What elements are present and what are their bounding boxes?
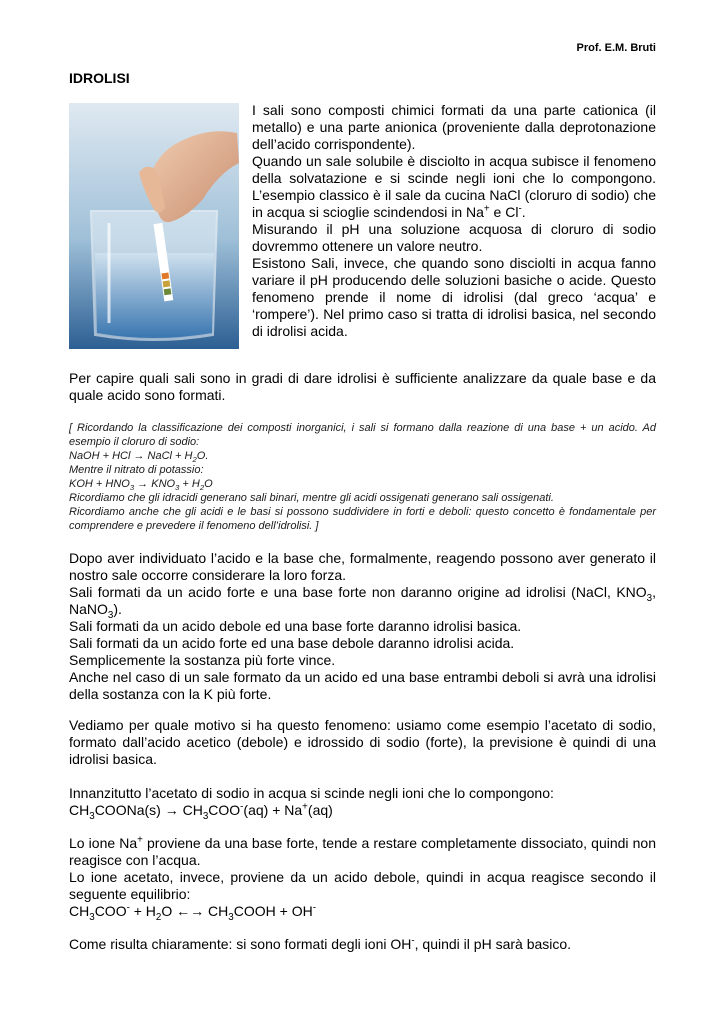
author-name: Prof. E.M. Bruti [576, 42, 656, 54]
intro-paragraph: Misurando il pH una soluzione acquosa di cloruro di sodio dovremmo ottenere un valore neutro. [252, 221, 656, 254]
paragraph-dissociation: Innanzitutto l’acetato di sodio in acqua si scinde negli ioni che lo compongono: $CH_3COONa(s) \to CH_3COO^-(aq) + Na^+(aq)$ [69, 785, 656, 819]
paragraph-analysis: Per capire quali sali sono in gradi di dare idrolisi è sufficiente analizzare da quale base e da quale acido sono formati. [69, 370, 656, 403]
page-title: IDROLISI [69, 70, 130, 86]
note-line: [ Ricordando la classificazione dei composti inorganici, i sali si formano dalla reazione di una base + un acido. Ad esempio il cloruro di sodio: [69, 422, 656, 448]
note-line: Ricordiamo che gli idracidi generano sali binari, mentre gli acidi ossigenati generano sali ossigenati. [69, 492, 554, 504]
intro-paragraph: Quando un sale solubile è disciolto in acqua subisce il fenomeno della solvatazione e si scinde negli ioni che lo compongono. L’esempio classico è il sale da cucina NaCl (cloruro di sodio) che in acqua si scioglie scindendosi in Na+ e Cl-. [252, 153, 656, 220]
intro-text [252, 102, 656, 340]
intro-paragraph: I sali sono composti chimici formati da una parte cationica (il metallo) e una parte anionica (proveniente dalla deprotonazione dell’acido corrispondente). [252, 102, 656, 152]
note-line: Ricordiamo anche che gli acidi e le basi si possono suddividere in forti e deboli: questo concetto è fondamentale per comprendere e prevedere il fenomeno dell’idrolisi. ] [69, 506, 656, 532]
paragraph-example: Vediamo per quale motivo si ha questo fenomeno: usiamo come esempio l’acetato di sodio, formato dall’acido acetico (debole) e idrossido di sodio (forte), la previsione è quindi di una idrolisi basica. [69, 717, 656, 767]
note-equation: KOH + $HNO_3 \to KNO_3 + H_2O$ [69, 478, 213, 493]
equation-dissociation: $CH_3COONa(s) \to CH_3COO^-(aq) + Na^+(aq)$ [69, 801, 333, 822]
note-box [69, 421, 656, 533]
note-line: Mentre il nitrato di potassio: [69, 464, 204, 476]
beaker-photo [69, 103, 239, 349]
note-equation: NaOH + HCl → NaCl + $H_2O$. [69, 450, 209, 465]
equation-equilibrium: $CH_3COO^- + H_2O$ ←→ $CH_3COOH + OH^-$ [69, 902, 316, 923]
paragraph-strength: Dopo aver individuato l’acido e la base che, formalmente, reagendo possono aver generato il nostro sale occorre considerare la loro forza. Sali formati da un acido forte e una base forte non daranno origine ad idrolisi (NaCl, $KNO_3$, NaNO$_3$). Sali formati da un acido debole ed una base forte daranno idrolisi basica. Sali formati da un acido forte ed una base debole daranno idrolisi acida. Semplicemente la sostanza più forte vince. Anche nel caso di un sale formato da un acido ed una base entrambi deboli si avrà una idrolisi della sostanza con la K più forte. [69, 550, 656, 702]
paragraph-conclusion: Come risulta chiaramente: si sono formati degli ioni OH-, quindi il pH sarà basico. [69, 935, 572, 952]
intro-paragraph: Esistono Sali, invece, che quando sono disciolti in acqua fanno variare il pH producendo delle soluzioni basiche o acide. Questo fenomeno prende il nome di idrolisi (dal greco ‘acqua’ e ‘rompere’). Nel primo caso si tratta di idrolisi basica, nel secondo di idrolisi acida. [252, 255, 656, 339]
paragraph-equilibrium: Lo ione Na+ proviene da una base forte, tende a restare completamente dissociato, quindi non reagisce con l’acqua. Lo ione acetato, invece, proviene da un acido debole, quindi in acqua reagisce secondo il seguente equilibrio: $CH_3COO^- + H_2O$ ←→ $CH_3COOH + OH^-$ [69, 834, 656, 923]
